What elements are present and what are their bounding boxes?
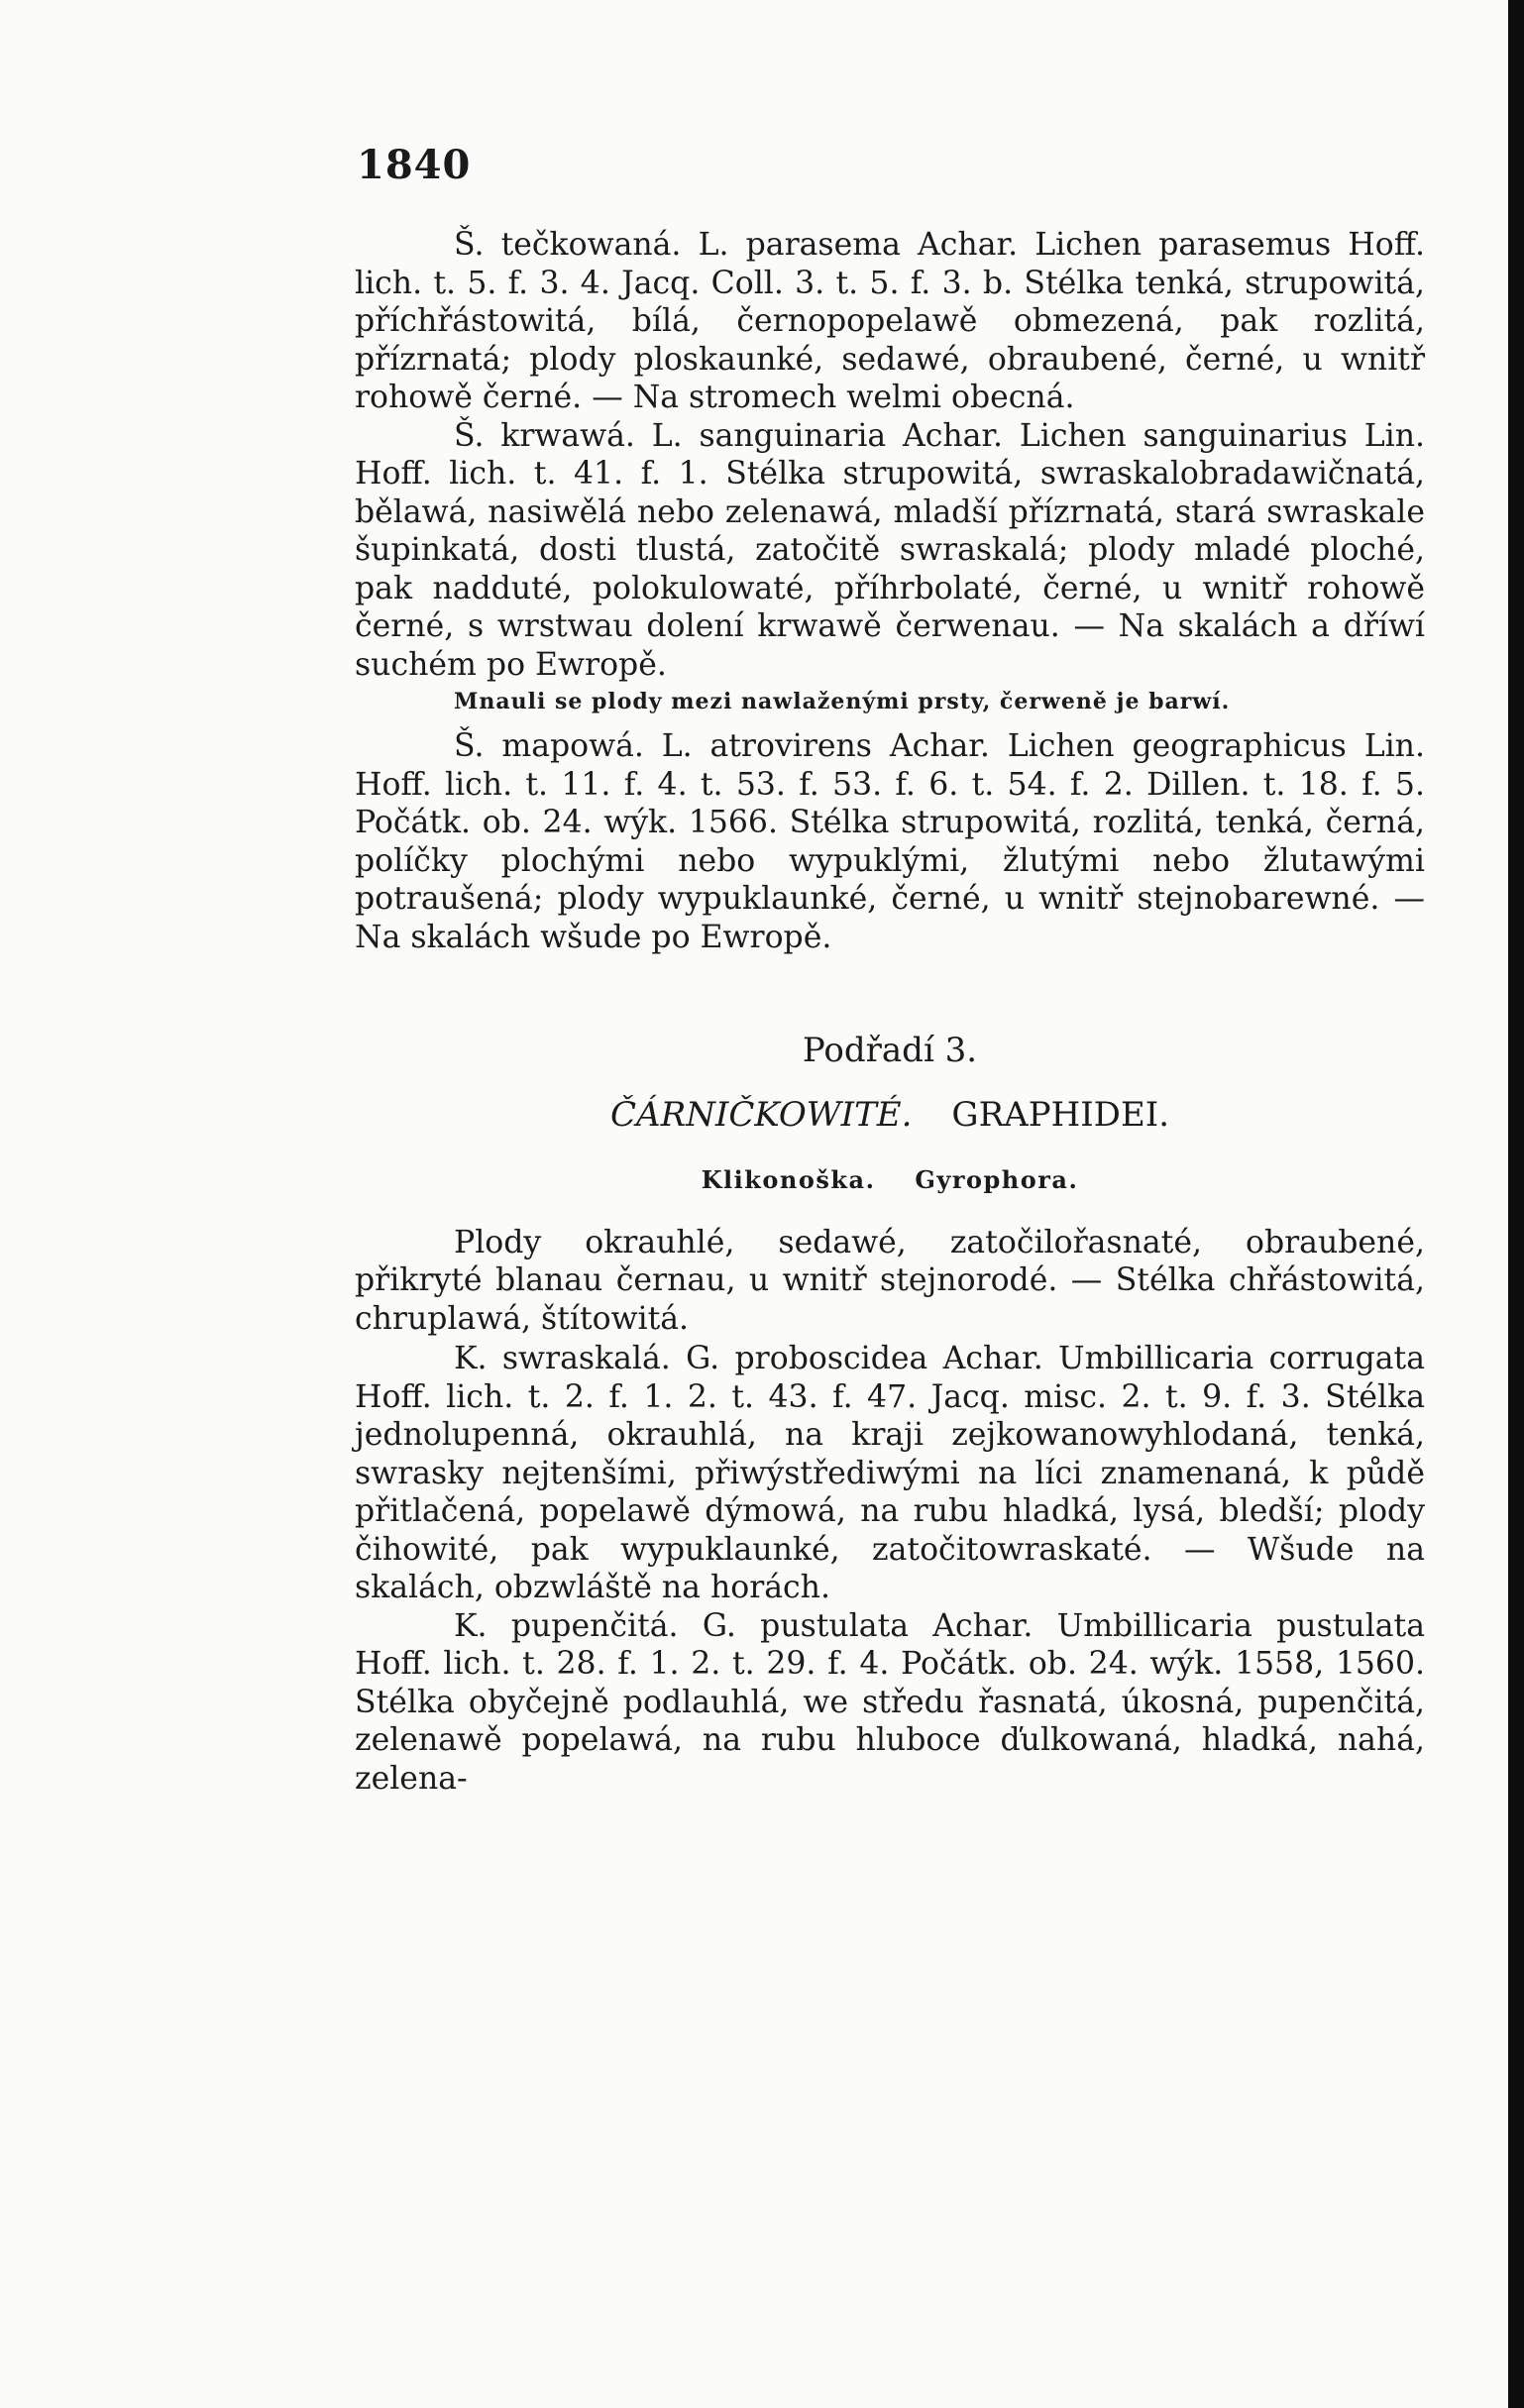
- entry-paragraph: K. pupenčitá. G. pustulata Achar. Umbillicaria pustulata Hoff. lich. t. 28. f. 1. 2. t. 29. f. 4. Počátk. ob. 24. wýk. 1558, 1560. Stélka obyčejně podlauhlá, we středu řasnatá, úkosná, pupenčitá, zelenawě popelawá, na rubu hluboce ďulkowaná, hladká, nahá, zelena-: [355, 1607, 1425, 1797]
- genus-name-latin: Gyrophora.: [915, 1165, 1079, 1194]
- suborder-number: Podřadí 3.: [802, 1031, 978, 1070]
- suborder-title: [355, 1096, 1425, 1135]
- footnote-remark: Mnauli se plody mezi nawlaženými prsty, čerweně je barwí.: [454, 689, 1231, 714]
- suborder-title-czech: ČÁRNIČKOWITÉ.: [610, 1094, 913, 1135]
- entry-paragraph: Š. tečkowaná. L. parasema Achar. Lichen parasemus Hoff. lich. t. 5. f. 3. 4. Jacq. Coll. 3. t. 5. f. 3. b. Stélka tenká, strupowitá, příchřástowitá, bílá, černopopelawě obmezená, pak rozlitá, přízrnatá; plody ploskaunké, sedawé, obraubené, černé, u wnitř rohowě černé. — Na stromech welmi obecná.: [355, 227, 1425, 415]
- page-number: 1840: [357, 142, 472, 188]
- entry-paragraph: K. swraskalá. G. proboscidea Achar. Umbillicaria corrugata Hoff. lich. t. 2. f. 1. 2. t. 43. f. 47. Jacq. misc. 2. t. 9. f. 3. Stélka jednolupenná, okrauhlá, na kraji zejkowanowyhlodaná, tenká, swrasky nejtenšími, přiwýstřediwými na líci znamenaná, k půdě přitlačená, popelawě dýmowá, na rubu hladká, lysá, bledší; plody čihowité, pak wypuklaunké, zatočitowraskaté. — Wšude na skalách, obzwláště na horách.: [355, 1341, 1425, 1605]
- genus-heading: [355, 1161, 1425, 1200]
- entry-paragraph: Š. krwawá. L. sanguinaria Achar. Lichen sanguinarius Lin. Hoff. lich. t. 41. f. 1. Stélka strupowitá, swraskalobradawičnatá, bělawá, nasiwělá nebo zelenawá, mladší přízrnatá, stará swraskale šupinkatá, dosti tlustá, zatočitě swraskalá; plody mladé ploché, pak nadduté, polokulowaté, příhrbolaté, černé, u wnitř rohowě černé, s wrstwau dolení krwawě čerwenau. — Na skalách a dříwí suchém po Ewropě.: [355, 417, 1425, 683]
- scan-edge: [1508, 0, 1524, 2408]
- suborder-title-latin: GRAPHIDEI.: [951, 1094, 1169, 1135]
- genus-name-czech: Klikonoška.: [701, 1165, 876, 1194]
- genus-description: Plody okrauhlé, sedawé, zatočilořasnaté, obraubené, přikryté blanau černau, u wnitř stejnorodé. — Stélka chřástowitá, chruplawá, štítowitá.: [355, 1224, 1425, 1337]
- page-text: [355, 226, 1425, 1798]
- entry-paragraph: Š. mapowá. L. atrovirens Achar. Lichen geographicus Lin. Hoff. lich. t. 11. f. 4. t. 53. f. 53. f. 6. t. 54. f. 2. Dillen. t. 18. f. 5. Počátk. ob. 24. wýk. 1566. Stélka strupowitá, rozlitá, tenká, černá, políčky plochými nebo wypuklými, žlutými nebo žlutawými potraušená; plody wypuklaunké, černé, u wnitř stejnobarewné. — Na skalách wšude po Ewropě.: [355, 728, 1425, 955]
